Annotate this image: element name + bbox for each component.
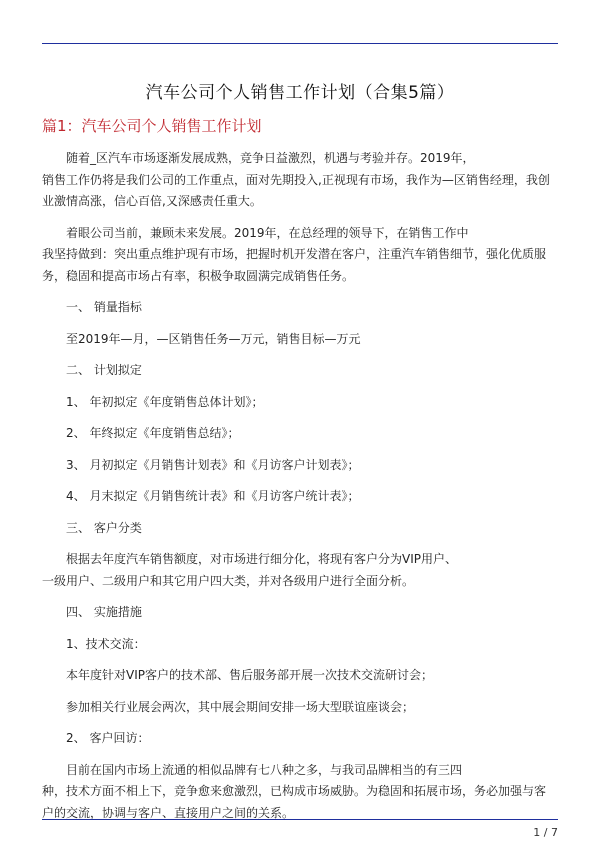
plan-item: 3、 月初拟定《月销售计划表》和《月访客户计划表》；: [66, 457, 360, 472]
paragraph-line: 户的交流，协调与客户、直接用户之间的关系。: [42, 805, 295, 820]
plan-item: 4、 月末拟定《月销售统计表》和《月访客户统计表》；: [66, 489, 360, 503]
heading-sales-target: 一、 销量指标: [66, 300, 142, 314]
tech-item: 本年度针对VIP客户的技术部、售后服务部开展一次技术交流研讨会；: [66, 668, 433, 682]
paragraph-customers: [42, 549, 560, 592]
section-heading: 篇1：汽车公司个人销售工作计划: [42, 117, 262, 135]
paragraph-focus: [42, 223, 560, 288]
document-title: 汽车公司个人销售工作计划（合集5篇）: [145, 83, 455, 103]
heading-plan: 二、 计划拟定: [66, 363, 142, 377]
document-body: [42, 148, 560, 824]
heading-tech: 1、技术交流：: [66, 636, 146, 651]
footer-rule: [42, 819, 558, 820]
header-rule: [42, 43, 558, 44]
paragraph-line: 务，稳固和提高市场占有率，积极争取圆满完成销售任务。: [42, 268, 355, 283]
paragraph-line: 我坚持做到：突出重点维护现有市场，把握时机开发潜在客户，注重汽车销售细节，强化优质服: [42, 247, 547, 261]
heading-customers: 三、 客户分类: [66, 520, 142, 535]
paragraph-line: 销售工作仍将是我们公司的工作重点，面对先期投入,正视现有市场，我作为—区销售经理，我创: [42, 172, 550, 187]
plan-item: 1、 年初拟定《年度销售总体计划》；: [66, 394, 264, 409]
paragraph-line: 随着_区汽车市场逐渐发展成熟，竞争日益激烈，机遇与考验并存。2019年，: [66, 151, 475, 165]
heading-visits: 2、 客户回访：: [66, 731, 150, 745]
paragraph-line: 一级用户、二级用户和其它用户四大类，并对各级用户进行全面分析。: [42, 573, 415, 588]
paragraph-visits: [42, 760, 560, 825]
paragraph-line: 目前在国内市场上流通的相似品牌有七八种之多，与我司品牌相当的有三四: [66, 762, 463, 777]
sales-target-text: 至2019年—月，—区销售任务—万元，销售目标—万元: [66, 331, 361, 346]
paragraph-line: 根据去年度汽车销售额度，对市场进行细分化，将现有客户分为VIP用户、: [66, 552, 457, 566]
paragraph-line: 种，技术方面不相上下，竞争愈来愈激烈，已构成市场威胁。为稳固和拓展市场，务必加强与客: [42, 784, 547, 798]
paragraph-line: 着眼公司当前，兼顾未来发展。2019年，在总经理的领导下，在销售工作中: [66, 225, 469, 240]
tech-item: 参加相关行业展会两次，其中展会期间安排一场大型联谊座谈会；: [66, 699, 415, 714]
paragraph-intro: [42, 148, 560, 213]
heading-measures: 四、 实施措施: [66, 605, 142, 619]
paragraph-line: 业激情高涨，信心百倍,又深感责任重大。: [42, 194, 262, 208]
page-number: 1 / 7: [533, 826, 558, 839]
plan-item: 2、 年终拟定《年度销售总结》；: [66, 426, 240, 440]
